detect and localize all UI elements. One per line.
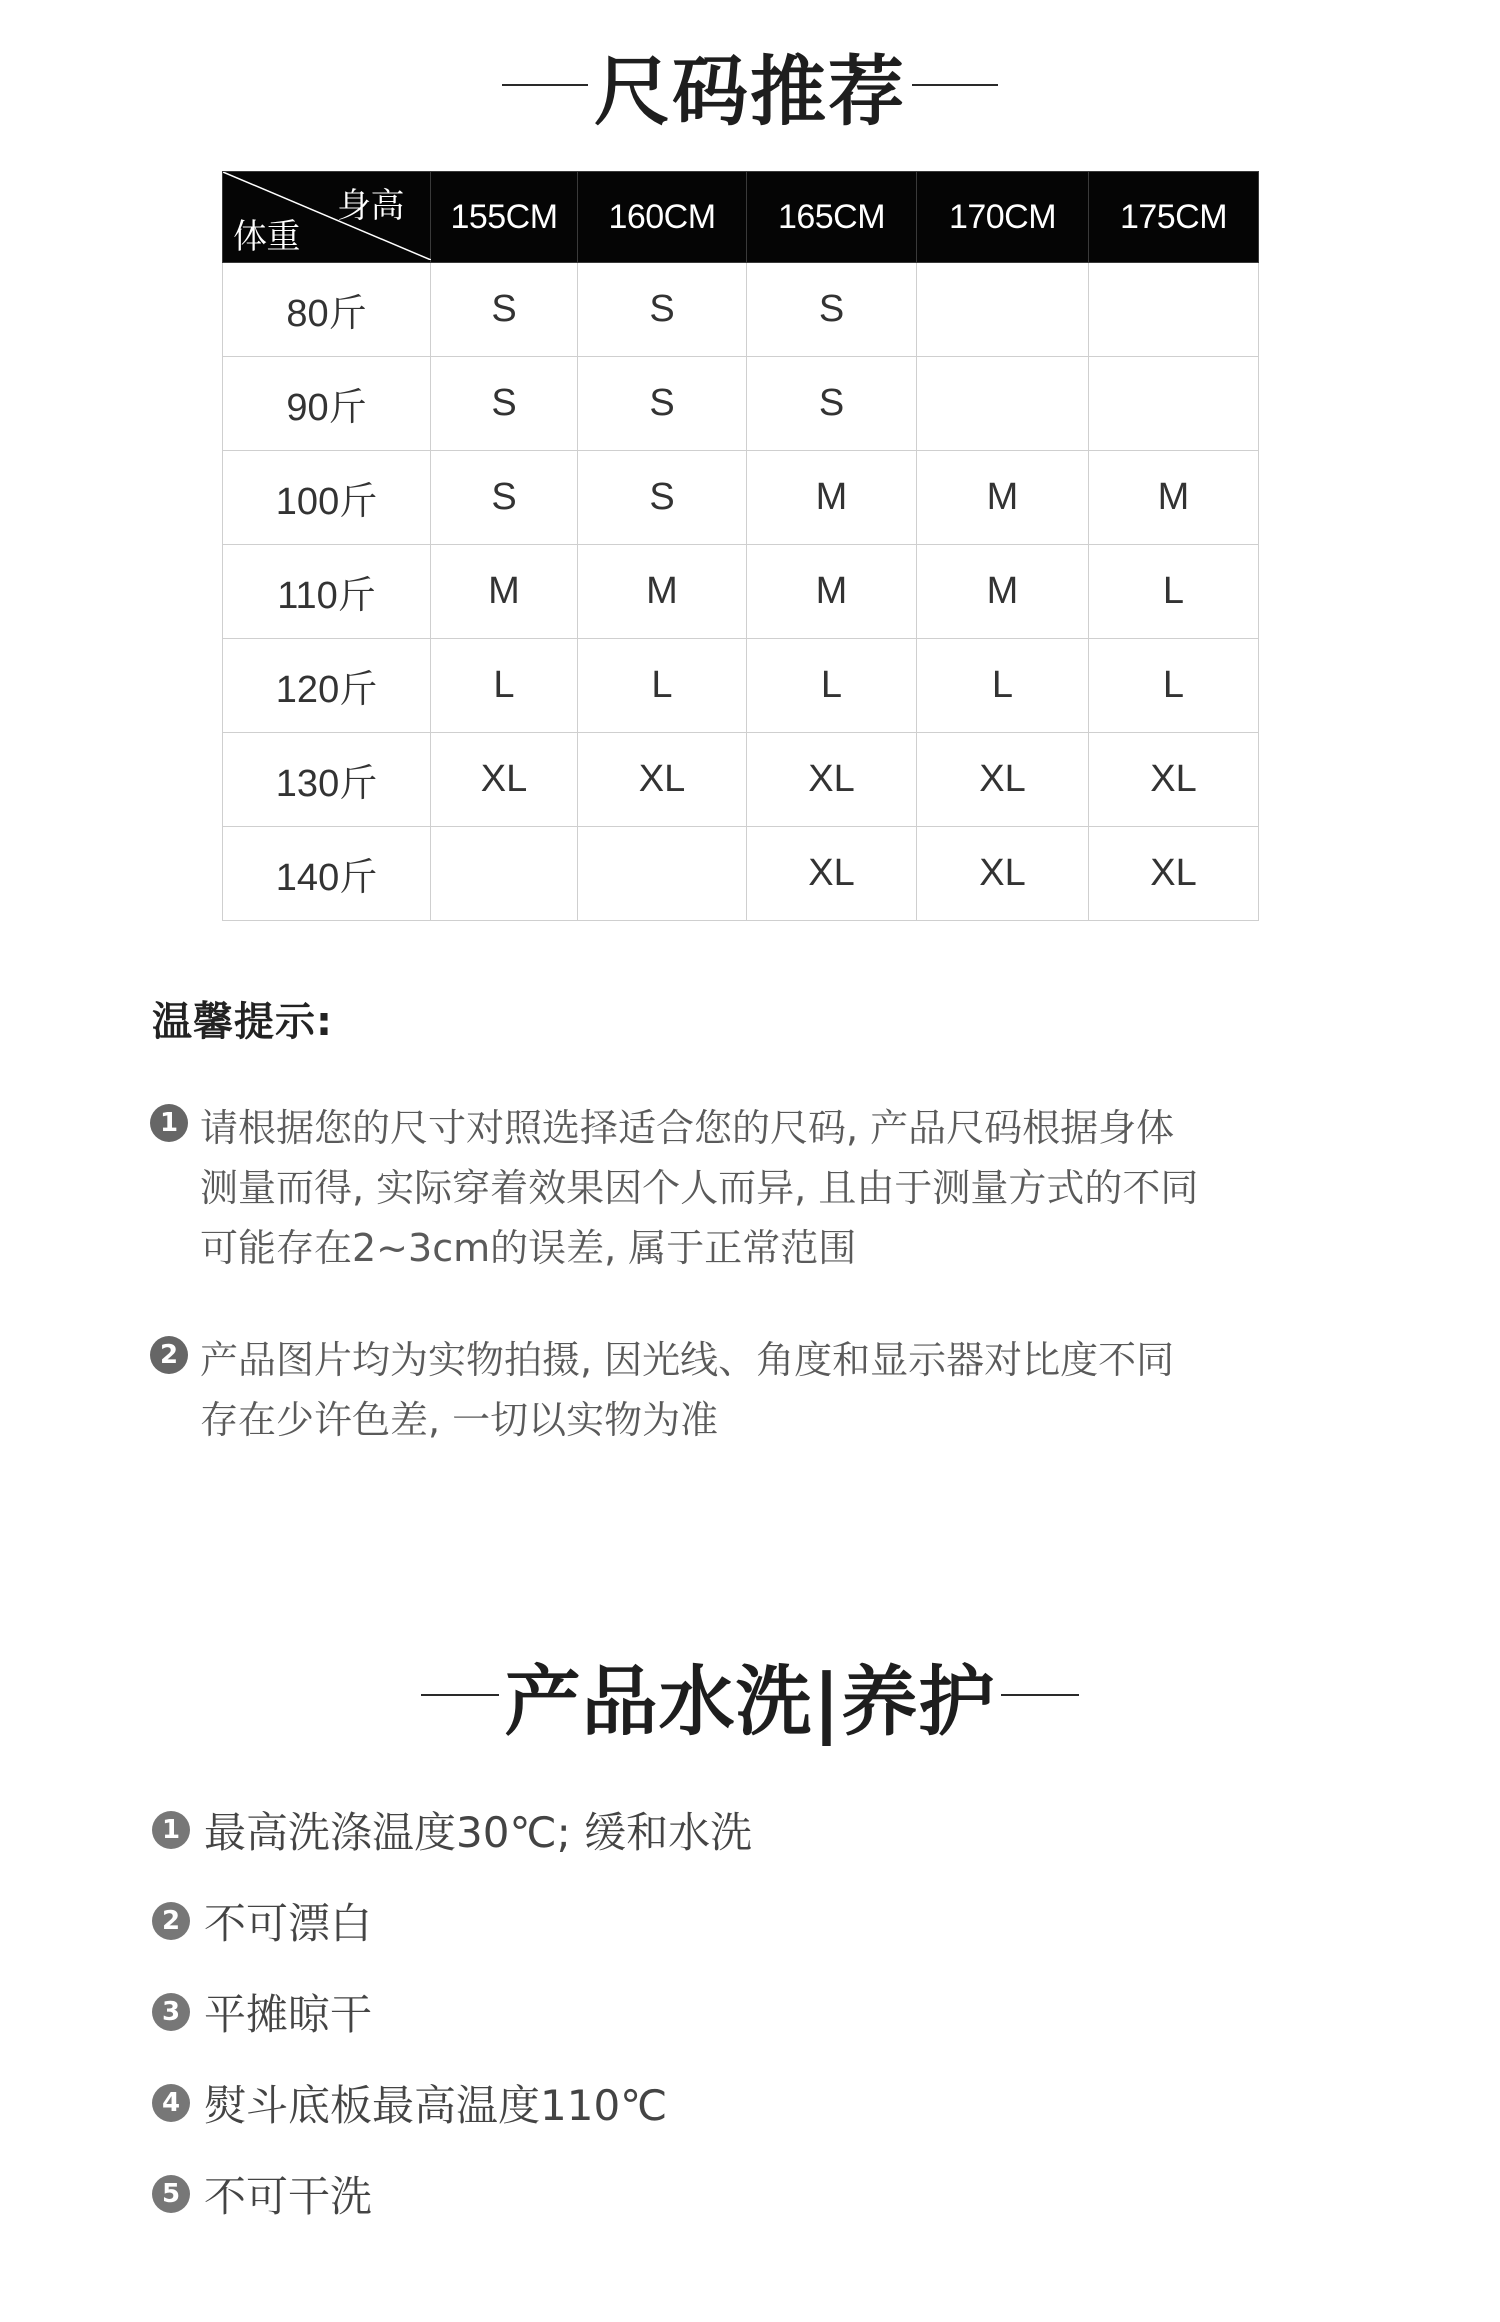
care-item-label: 不可干洗 xyxy=(204,2172,373,2221)
size-cell: L xyxy=(431,639,578,733)
size-cell: L xyxy=(1089,545,1259,639)
size-cell: M xyxy=(747,451,917,545)
care-item-label: 不可漂白 xyxy=(204,1899,373,1948)
number-circle-icon: 4 xyxy=(152,2084,190,2122)
weight-cell: 90斤 xyxy=(223,357,431,451)
height-header: 170CM xyxy=(917,172,1089,263)
size-cell xyxy=(1089,263,1259,357)
height-axis-label: 身高 xyxy=(337,187,404,225)
care-item-label: 最高洗涤温度30℃; 缓和水洗 xyxy=(204,1808,753,1857)
care-item xyxy=(152,2073,667,2133)
number-circle-icon: 1 xyxy=(150,1104,188,1142)
care-item xyxy=(152,1800,752,1860)
size-cell: XL xyxy=(917,733,1089,827)
size-cell: S xyxy=(431,451,578,545)
size-cell: S xyxy=(578,357,747,451)
height-header: 160CM xyxy=(578,172,747,263)
weight-axis-label: 体重 xyxy=(233,218,300,256)
size-recommendation-title: 尺码推荐 xyxy=(594,46,906,136)
weight-cell: 130斤 xyxy=(223,733,431,827)
size-cell: S xyxy=(431,357,578,451)
number-circle-icon: 2 xyxy=(152,1902,190,1940)
size-cell xyxy=(917,263,1089,357)
height-header: 175CM xyxy=(1089,172,1259,263)
tip-line: 测量而得, 实际穿着效果因个人而异, 且由于测量方式的不同 xyxy=(200,1166,1199,1210)
size-cell xyxy=(917,357,1089,451)
tip-item xyxy=(150,1330,1330,1450)
size-cell: M xyxy=(917,545,1089,639)
size-cell: S xyxy=(578,263,747,357)
size-cell xyxy=(578,827,747,921)
weight-cell: 80斤 xyxy=(223,263,431,357)
table-row xyxy=(223,451,1259,545)
table-row xyxy=(223,639,1259,733)
size-cell xyxy=(1089,357,1259,451)
tip-line: 可能存在2~3cm的误差, 属于正常范围 xyxy=(200,1226,857,1270)
size-cell: XL xyxy=(578,733,747,827)
size-cell: L xyxy=(747,639,917,733)
size-recommendation-title-block xyxy=(0,40,1500,136)
size-cell: M xyxy=(1089,451,1259,545)
number-circle-icon: 1 xyxy=(152,1811,190,1849)
tip-text xyxy=(200,1330,1330,1450)
number-circle-icon: 5 xyxy=(152,2175,190,2213)
size-cell xyxy=(431,827,578,921)
tip-text xyxy=(200,1098,1330,1278)
title-left-dash xyxy=(502,84,588,86)
size-cell: M xyxy=(917,451,1089,545)
height-header: 165CM xyxy=(747,172,917,263)
size-cell: XL xyxy=(917,827,1089,921)
tips-heading: 温馨提示: xyxy=(152,999,333,1045)
size-cell: L xyxy=(1089,639,1259,733)
title-left-dash xyxy=(421,1694,499,1696)
care-item xyxy=(152,1891,372,1951)
size-cell: M xyxy=(578,545,747,639)
size-cell: XL xyxy=(431,733,578,827)
size-cell: XL xyxy=(747,827,917,921)
tip-item xyxy=(150,1098,1330,1278)
size-cell: S xyxy=(578,451,747,545)
size-cell: XL xyxy=(1089,827,1259,921)
table-row xyxy=(223,545,1259,639)
care-item-label: 平摊晾干 xyxy=(204,1990,373,2039)
table-row xyxy=(223,827,1259,921)
weight-cell: 120斤 xyxy=(223,639,431,733)
tip-line: 请根据您的尺寸对照选择适合您的尺码, 产品尺码根据身体 xyxy=(200,1106,1175,1150)
size-chart-table xyxy=(222,171,1259,921)
table-row xyxy=(223,733,1259,827)
table-row xyxy=(223,357,1259,451)
table-row xyxy=(223,263,1259,357)
weight-cell: 100斤 xyxy=(223,451,431,545)
care-item xyxy=(152,1982,372,2042)
weight-cell: 110斤 xyxy=(223,545,431,639)
size-cell: L xyxy=(917,639,1089,733)
size-cell: S xyxy=(747,263,917,357)
care-item-label: 熨斗底板最高温度110℃ xyxy=(204,2081,668,2130)
title-right-dash xyxy=(912,84,998,86)
size-cell: XL xyxy=(747,733,917,827)
tip-line: 产品图片均为实物拍摄, 因光线、角度和显示器对比度不同 xyxy=(200,1338,1175,1382)
size-cell: M xyxy=(431,545,578,639)
number-circle-icon: 2 xyxy=(150,1336,188,1374)
size-chart-header-row xyxy=(223,172,1259,263)
number-circle-icon: 3 xyxy=(152,1993,190,2031)
size-cell: L xyxy=(578,639,747,733)
corner-header-cell xyxy=(223,172,431,263)
care-item xyxy=(152,2164,372,2224)
care-title-block xyxy=(0,1650,1500,1746)
weight-cell: 140斤 xyxy=(223,827,431,921)
care-title: 产品水洗|养护 xyxy=(504,1656,996,1746)
size-cell: M xyxy=(747,545,917,639)
size-cell: XL xyxy=(1089,733,1259,827)
tip-line: 存在少许色差, 一切以实物为准 xyxy=(200,1398,719,1442)
size-cell: S xyxy=(431,263,578,357)
title-right-dash xyxy=(1001,1694,1079,1696)
size-cell: S xyxy=(747,357,917,451)
height-header: 155CM xyxy=(431,172,578,263)
